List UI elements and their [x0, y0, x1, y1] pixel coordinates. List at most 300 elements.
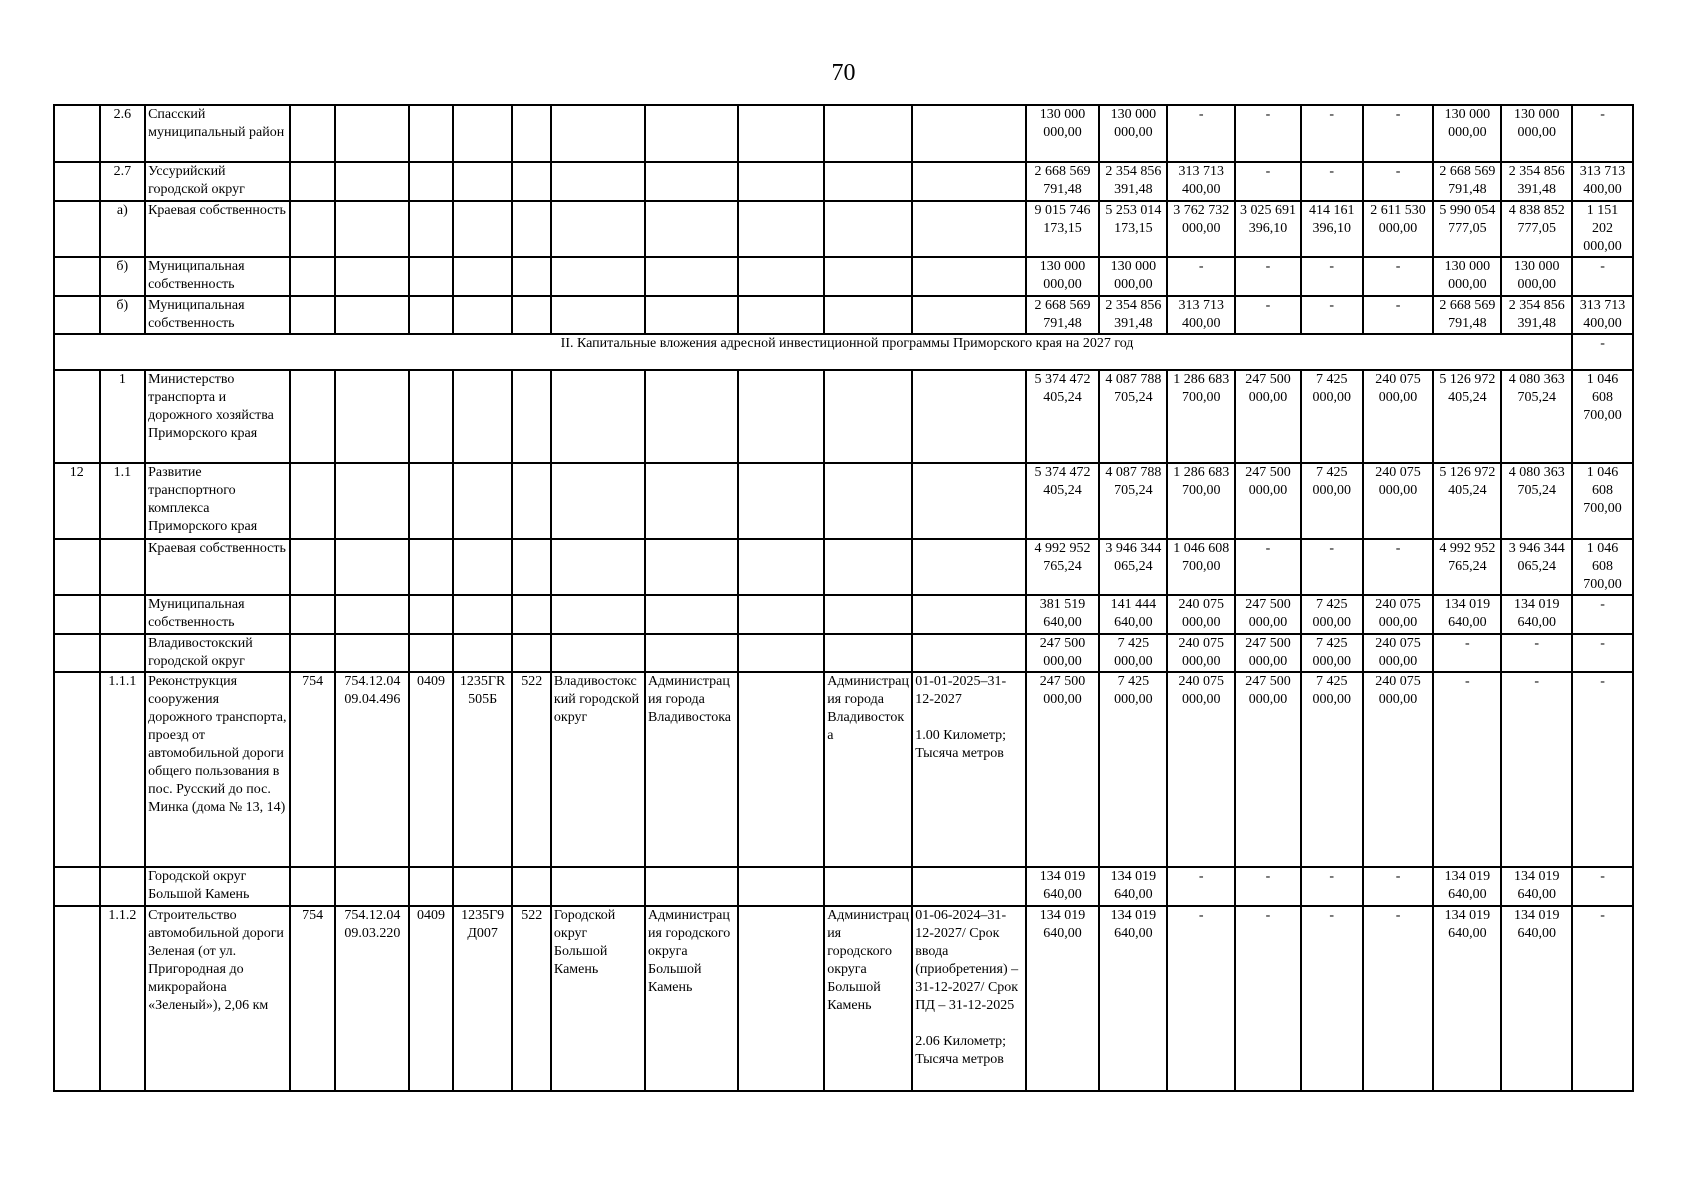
table-cell-col-17: -: [1301, 162, 1363, 201]
table-cell-col-14: 7 425 000,00: [1099, 634, 1167, 672]
table-cell-col-18: -: [1363, 105, 1434, 162]
table-cell-col-7: [512, 867, 550, 906]
table-cell-col-18: -: [1363, 257, 1434, 296]
table-row: [54, 105, 1633, 162]
table-cell-col-7: [512, 105, 550, 162]
budget-table-sheet: [53, 104, 1634, 1092]
table-cell-col-17: -: [1301, 539, 1363, 595]
table-cell-col-12: 01-06-2024–31-12-2027/ Срок ввода (приобретения) – 31-12-2027/ Срок ПД – 31-12-2025 2.06 Километр; Тысяча метров: [912, 906, 1025, 1091]
table-cell-col-5: [409, 595, 453, 634]
table-cell-col-20: -: [1501, 634, 1572, 672]
table-cell-col-11: [824, 162, 912, 201]
table-cell-col-18: -: [1363, 539, 1434, 595]
table-cell-col-0: 12: [54, 463, 100, 539]
table-cell-col-1: а): [100, 201, 146, 257]
table-cell-col-15: 240 075 000,00: [1167, 672, 1235, 867]
table-cell-col-12: [912, 463, 1025, 539]
table-cell-col-19: 134 019 640,00: [1433, 595, 1501, 634]
table-cell-col-11: [824, 634, 912, 672]
table-cell-col-3: [290, 296, 336, 334]
table-cell-col-7: [512, 539, 550, 595]
table-cell-col-14: 130 000 000,00: [1099, 257, 1167, 296]
table-cell-col-13: 381 519 640,00: [1026, 595, 1100, 634]
table-cell-col-5: [409, 296, 453, 334]
table-cell-col-5: 0409: [409, 906, 453, 1091]
table-cell-col-11: [824, 296, 912, 334]
table-cell-col-10: [738, 867, 824, 906]
table-cell-col-5: [409, 634, 453, 672]
table-cell-col-19: 2 668 569 791,48: [1433, 296, 1501, 334]
table-cell-col-19: -: [1433, 672, 1501, 867]
table-cell-col-9: [645, 162, 738, 201]
table-cell-col-21: 313 713 400,00: [1572, 296, 1633, 334]
table-cell-col-16: -: [1235, 162, 1301, 201]
table-cell-col-12: 01-01-2025–31-12-2027 1.00 Километр; Тысяча метров: [912, 672, 1025, 867]
table-cell-col-1: 1.1.1: [100, 672, 146, 867]
table-cell-col-1: 2.6: [100, 105, 146, 162]
table-cell-col-12: [912, 539, 1025, 595]
table-cell-col-11: [824, 539, 912, 595]
table-cell-col-1: [100, 634, 146, 672]
table-cell-col-8: Городской округ Большой Камень: [551, 906, 645, 1091]
table-cell-col-21: -: [1572, 595, 1633, 634]
table-cell-col-0: [54, 539, 100, 595]
table-cell-col-0: [54, 672, 100, 867]
table-cell-col-8: [551, 296, 645, 334]
table-cell-col-17: -: [1301, 906, 1363, 1091]
table-cell-col-6: [453, 867, 513, 906]
table-cell-col-17: 7 425 000,00: [1301, 634, 1363, 672]
table-row: [54, 634, 1633, 672]
table-cell-col-10: [738, 201, 824, 257]
table-cell-col-14: 4 087 788 705,24: [1099, 463, 1167, 539]
table-cell-col-12: [912, 257, 1025, 296]
table-cell-col-11: [824, 867, 912, 906]
table-cell-col-10: [738, 539, 824, 595]
table-cell-col-0: [54, 595, 100, 634]
table-cell-col-13: 2 668 569 791,48: [1026, 296, 1100, 334]
table-cell-col-13: 5 374 472 405,24: [1026, 463, 1100, 539]
table-cell-col-13: 247 500 000,00: [1026, 672, 1100, 867]
table-cell-col-4: [335, 201, 409, 257]
table-cell-col-5: [409, 463, 453, 539]
table-cell-col-18: 240 075 000,00: [1363, 370, 1434, 463]
table-cell-col-20: 4 838 852 777,05: [1501, 201, 1572, 257]
table-cell-col-21: -: [1572, 105, 1633, 162]
table-cell-col-17: 414 161 396,10: [1301, 201, 1363, 257]
table-cell-col-3: 754: [290, 672, 336, 867]
table-cell-col-6: [453, 162, 513, 201]
table-cell-col-17: -: [1301, 296, 1363, 334]
table-cell-col-0: [54, 201, 100, 257]
table-cell-col-7: [512, 463, 550, 539]
table-cell-col-19: 134 019 640,00: [1433, 867, 1501, 906]
table-cell-col-9: [645, 370, 738, 463]
table-cell-col-15: 1 046 608 700,00: [1167, 539, 1235, 595]
table-cell-col-13: 247 500 000,00: [1026, 634, 1100, 672]
table-cell-col-6: 1235Г9 Д007: [453, 906, 513, 1091]
table-cell-col-20: 134 019 640,00: [1501, 867, 1572, 906]
table-row: [54, 867, 1633, 906]
table-cell-col-5: [409, 539, 453, 595]
table-cell-col-8: [551, 201, 645, 257]
table-cell-col-9: [645, 105, 738, 162]
table-cell-col-5: [409, 201, 453, 257]
table-cell-col-2: Муниципальная собственность: [145, 595, 290, 634]
table-cell-col-19: 130 000 000,00: [1433, 257, 1501, 296]
table-cell-col-1: [100, 867, 146, 906]
table-cell-col-18: 2 611 530 000,00: [1363, 201, 1434, 257]
table-cell-col-8: [551, 463, 645, 539]
table-cell-col-15: 240 075 000,00: [1167, 634, 1235, 672]
table-row: [54, 539, 1633, 595]
table-cell-col-18: -: [1363, 296, 1434, 334]
table-cell-col-3: [290, 867, 336, 906]
table-cell-col-4: [335, 162, 409, 201]
table-cell-col-16: 247 500 000,00: [1235, 634, 1301, 672]
table-cell-col-3: 754: [290, 906, 336, 1091]
table-cell-col-0: [54, 105, 100, 162]
table-cell-col-5: [409, 370, 453, 463]
table-cell-col-13: 2 668 569 791,48: [1026, 162, 1100, 201]
table-cell-col-20: 130 000 000,00: [1501, 257, 1572, 296]
table-cell-col-4: [335, 370, 409, 463]
table-cell-col-6: [453, 105, 513, 162]
table-cell-col-9: Администрация города Владивостока: [645, 672, 738, 867]
table-cell-col-21: -: [1572, 867, 1633, 906]
table-cell-col-18: 240 075 000,00: [1363, 672, 1434, 867]
table-cell-col-6: [453, 463, 513, 539]
table-cell-col-3: [290, 162, 336, 201]
table-cell-col-0: [54, 906, 100, 1091]
table-cell-col-12: [912, 867, 1025, 906]
table-row: [54, 463, 1633, 539]
table-cell-col-9: [645, 463, 738, 539]
table-cell-col-13: 130 000 000,00: [1026, 257, 1100, 296]
section-last-cell: -: [1572, 334, 1633, 370]
table-cell-col-11: Администрация города Владивостока: [824, 672, 912, 867]
table-cell-col-9: [645, 296, 738, 334]
table-cell-col-4: [335, 105, 409, 162]
table-row: [54, 257, 1633, 296]
table-row: [54, 595, 1633, 634]
table-cell-col-14: 4 087 788 705,24: [1099, 370, 1167, 463]
table-cell-col-13: 5 374 472 405,24: [1026, 370, 1100, 463]
table-cell-col-11: [824, 595, 912, 634]
table-cell-col-14: 134 019 640,00: [1099, 867, 1167, 906]
table-cell-col-16: -: [1235, 296, 1301, 334]
table-cell-col-4: [335, 257, 409, 296]
table-cell-col-17: -: [1301, 105, 1363, 162]
table-cell-col-16: -: [1235, 105, 1301, 162]
table-cell-col-21: -: [1572, 906, 1633, 1091]
table-cell-col-18: 240 075 000,00: [1363, 463, 1434, 539]
table-cell-col-16: 247 500 000,00: [1235, 463, 1301, 539]
table-cell-col-2: Городской округ Большой Камень: [145, 867, 290, 906]
table-cell-col-0: [54, 257, 100, 296]
table-cell-col-2: Развитие транспортного комплекса Приморского края: [145, 463, 290, 539]
table-cell-col-21: 313 713 400,00: [1572, 162, 1633, 201]
table-cell-col-14: 130 000 000,00: [1099, 105, 1167, 162]
table-cell-col-19: -: [1433, 634, 1501, 672]
section-header-row: [54, 334, 1633, 370]
table-cell-col-19: 4 992 952 765,24: [1433, 539, 1501, 595]
table-cell-col-0: [54, 296, 100, 334]
table-cell-col-1: б): [100, 257, 146, 296]
table-cell-col-7: [512, 634, 550, 672]
table-cell-col-10: [738, 634, 824, 672]
table-cell-col-10: [738, 595, 824, 634]
table-row: [54, 296, 1633, 334]
table-cell-col-14: 5 253 014 173,15: [1099, 201, 1167, 257]
table-cell-col-12: [912, 634, 1025, 672]
table-cell-col-14: 141 444 640,00: [1099, 595, 1167, 634]
section-header-body: [54, 334, 1633, 370]
table-cell-col-10: [738, 370, 824, 463]
table-cell-col-21: 1 046 608 700,00: [1572, 370, 1633, 463]
table-cell-col-21: 1 046 608 700,00: [1572, 539, 1633, 595]
table-cell-col-3: [290, 539, 336, 595]
table-cell-col-2: Муниципальная собственность: [145, 257, 290, 296]
table-cell-col-0: [54, 634, 100, 672]
table-cell-col-1: [100, 595, 146, 634]
table-cell-col-11: [824, 105, 912, 162]
table-cell-col-12: [912, 595, 1025, 634]
table-cell-col-12: [912, 370, 1025, 463]
table-cell-col-3: [290, 463, 336, 539]
table-row: [54, 201, 1633, 257]
table-cell-col-4: [335, 539, 409, 595]
table-cell-col-20: 4 080 363 705,24: [1501, 370, 1572, 463]
table-cell-col-12: [912, 105, 1025, 162]
table-cell-col-20: 4 080 363 705,24: [1501, 463, 1572, 539]
table-cell-col-9: [645, 257, 738, 296]
table-cell-col-2: Краевая собственность: [145, 539, 290, 595]
investment-program-table: [53, 104, 1634, 1092]
table-cell-col-15: 3 762 732 000,00: [1167, 201, 1235, 257]
section-title: II. Капитальные вложения адресной инвестиционной программы Приморского края на 2027 год: [54, 334, 1572, 370]
table-cell-col-7: 522: [512, 672, 550, 867]
table-cell-col-9: [645, 634, 738, 672]
table-cell-col-2: Владивостокский городской округ: [145, 634, 290, 672]
table-cell-col-10: [738, 257, 824, 296]
table-cell-col-12: [912, 162, 1025, 201]
table-cell-col-10: [738, 162, 824, 201]
table-cell-col-18: -: [1363, 867, 1434, 906]
table-cell-col-4: 754.12.04 09.03.220: [335, 906, 409, 1091]
table-cell-col-16: -: [1235, 867, 1301, 906]
table-cell-col-7: [512, 201, 550, 257]
table-cell-col-4: 754.12.04 09.04.496: [335, 672, 409, 867]
table-cell-col-16: -: [1235, 539, 1301, 595]
table-cell-col-13: 4 992 952 765,24: [1026, 539, 1100, 595]
table-cell-col-13: 134 019 640,00: [1026, 906, 1100, 1091]
table-cell-col-9: [645, 595, 738, 634]
table-cell-col-18: 240 075 000,00: [1363, 595, 1434, 634]
table-cell-col-13: 130 000 000,00: [1026, 105, 1100, 162]
table-cell-col-15: 313 713 400,00: [1167, 162, 1235, 201]
table-cell-col-8: [551, 162, 645, 201]
table-cell-col-20: 3 946 344 065,24: [1501, 539, 1572, 595]
table-cell-col-19: 5 990 054 777,05: [1433, 201, 1501, 257]
table-cell-col-16: -: [1235, 906, 1301, 1091]
table-cell-col-8: [551, 370, 645, 463]
table-cell-col-8: [551, 634, 645, 672]
table-cell-col-20: 134 019 640,00: [1501, 906, 1572, 1091]
table-cell-col-5: [409, 105, 453, 162]
table-cell-col-17: -: [1301, 867, 1363, 906]
table-cell-col-10: [738, 906, 824, 1091]
table-cell-col-0: [54, 867, 100, 906]
table-cell-col-21: 1 151 202 000,00: [1572, 201, 1633, 257]
table-cell-col-11: [824, 201, 912, 257]
table-cell-col-10: [738, 296, 824, 334]
table-cell-col-15: 240 075 000,00: [1167, 595, 1235, 634]
table-cell-col-4: [335, 463, 409, 539]
table-cell-col-15: -: [1167, 105, 1235, 162]
table-cell-col-0: [54, 162, 100, 201]
table-cell-col-5: [409, 162, 453, 201]
table-cell-col-1: 1.1.2: [100, 906, 146, 1091]
table-cell-col-11: [824, 370, 912, 463]
table-cell-col-17: -: [1301, 257, 1363, 296]
table-cell-col-3: [290, 257, 336, 296]
table-cell-col-9: [645, 539, 738, 595]
table-cell-col-10: [738, 105, 824, 162]
table-cell-col-14: 134 019 640,00: [1099, 906, 1167, 1091]
table-cell-col-6: [453, 539, 513, 595]
table-cell-col-21: -: [1572, 634, 1633, 672]
table-cell-col-6: [453, 296, 513, 334]
table-row: [54, 162, 1633, 201]
table-cell-col-17: 7 425 000,00: [1301, 595, 1363, 634]
table-cell-col-1: 1.1: [100, 463, 146, 539]
table-cell-col-4: [335, 296, 409, 334]
table-cell-col-10: [738, 672, 824, 867]
table-cell-col-15: -: [1167, 867, 1235, 906]
table-cell-col-19: 5 126 972 405,24: [1433, 463, 1501, 539]
table-cell-col-2: Муниципальная собственность: [145, 296, 290, 334]
table-cell-col-20: 130 000 000,00: [1501, 105, 1572, 162]
page-number: 70: [831, 60, 856, 86]
table-cell-col-15: 1 286 683 700,00: [1167, 370, 1235, 463]
table-cell-col-16: -: [1235, 257, 1301, 296]
table-cell-col-18: 240 075 000,00: [1363, 634, 1434, 672]
table-cell-col-3: [290, 201, 336, 257]
table-cell-col-9: Администрация городского округа Большой Камень: [645, 906, 738, 1091]
table-cell-col-0: [54, 370, 100, 463]
table-cell-col-6: [453, 595, 513, 634]
table-cell-col-15: -: [1167, 906, 1235, 1091]
table-cell-col-11: [824, 257, 912, 296]
table-cell-col-18: -: [1363, 906, 1434, 1091]
table-row: [54, 672, 1633, 867]
table-row: [54, 906, 1633, 1091]
table-cell-col-6: 1235ГR 505Б: [453, 672, 513, 867]
table-cell-col-13: 134 019 640,00: [1026, 867, 1100, 906]
table-cell-col-19: 2 668 569 791,48: [1433, 162, 1501, 201]
table-cell-col-6: [453, 257, 513, 296]
table-cell-col-2: Спасский муниципальный район: [145, 105, 290, 162]
table-cell-col-11: Администрация городского округа Большой Камень: [824, 906, 912, 1091]
table-cell-col-1: 2.7: [100, 162, 146, 201]
table-cell-col-5: 0409: [409, 672, 453, 867]
table-cell-col-1: б): [100, 296, 146, 334]
table-cell-col-2: Строительство автомобильной дороги Зеленая (от ул. Пригородная до микрорайона «Зеленый»), 2,06 км: [145, 906, 290, 1091]
table-cell-col-2: Министерство транспорта и дорожного хозяйства Приморского края: [145, 370, 290, 463]
table-cell-col-2: Реконструкция сооружения дорожного транспорта, проезд от автомобильной дороги общего пользования в пос. Русский до пос. Минка (дома № 13, 14): [145, 672, 290, 867]
table-cell-col-15: -: [1167, 257, 1235, 296]
table-cell-col-12: [912, 201, 1025, 257]
table-cell-col-21: -: [1572, 672, 1633, 867]
table-cell-col-16: 247 500 000,00: [1235, 672, 1301, 867]
table-cell-col-8: Владивостокский городской округ: [551, 672, 645, 867]
table-cell-col-6: [453, 634, 513, 672]
table-cell-col-20: 2 354 856 391,48: [1501, 296, 1572, 334]
table-cell-col-15: 1 286 683 700,00: [1167, 463, 1235, 539]
table-cell-col-16: 3 025 691 396,10: [1235, 201, 1301, 257]
table-cell-col-3: [290, 595, 336, 634]
table-cell-col-2: Уссурийский городской округ: [145, 162, 290, 201]
table-cell-col-10: [738, 463, 824, 539]
table-cell-col-7: [512, 257, 550, 296]
table-body-bottom: [54, 370, 1633, 1091]
table-cell-col-14: 2 354 856 391,48: [1099, 296, 1167, 334]
table-cell-col-14: 2 354 856 391,48: [1099, 162, 1167, 201]
table-body-top: [54, 105, 1633, 334]
table-cell-col-7: [512, 296, 550, 334]
table-cell-col-8: [551, 257, 645, 296]
table-cell-col-8: [551, 867, 645, 906]
table-cell-col-14: 7 425 000,00: [1099, 672, 1167, 867]
table-cell-col-20: 2 354 856 391,48: [1501, 162, 1572, 201]
table-cell-col-11: [824, 463, 912, 539]
table-cell-col-5: [409, 257, 453, 296]
table-cell-col-7: [512, 162, 550, 201]
table-cell-col-8: [551, 105, 645, 162]
table-cell-col-2: Краевая собственность: [145, 201, 290, 257]
table-cell-col-12: [912, 296, 1025, 334]
table-cell-col-16: 247 500 000,00: [1235, 595, 1301, 634]
table-cell-col-8: [551, 539, 645, 595]
table-cell-col-9: [645, 867, 738, 906]
table-cell-col-7: [512, 370, 550, 463]
table-cell-col-3: [290, 370, 336, 463]
table-cell-col-4: [335, 867, 409, 906]
table-cell-col-19: 130 000 000,00: [1433, 105, 1501, 162]
table-cell-col-21: -: [1572, 257, 1633, 296]
table-cell-col-13: 9 015 746 173,15: [1026, 201, 1100, 257]
table-cell-col-19: 5 126 972 405,24: [1433, 370, 1501, 463]
table-cell-col-5: [409, 867, 453, 906]
table-cell-col-1: 1: [100, 370, 146, 463]
table-cell-col-20: -: [1501, 672, 1572, 867]
table-cell-col-8: [551, 595, 645, 634]
table-cell-col-14: 3 946 344 065,24: [1099, 539, 1167, 595]
table-cell-col-4: [335, 595, 409, 634]
table-cell-col-17: 7 425 000,00: [1301, 463, 1363, 539]
table-cell-col-3: [290, 105, 336, 162]
table-cell-col-16: 247 500 000,00: [1235, 370, 1301, 463]
table-cell-col-3: [290, 634, 336, 672]
table-cell-col-19: 134 019 640,00: [1433, 906, 1501, 1091]
table-cell-col-17: 7 425 000,00: [1301, 370, 1363, 463]
table-cell-col-21: 1 046 608 700,00: [1572, 463, 1633, 539]
table-cell-col-9: [645, 201, 738, 257]
table-cell-col-4: [335, 634, 409, 672]
table-cell-col-18: -: [1363, 162, 1434, 201]
table-cell-col-6: [453, 201, 513, 257]
